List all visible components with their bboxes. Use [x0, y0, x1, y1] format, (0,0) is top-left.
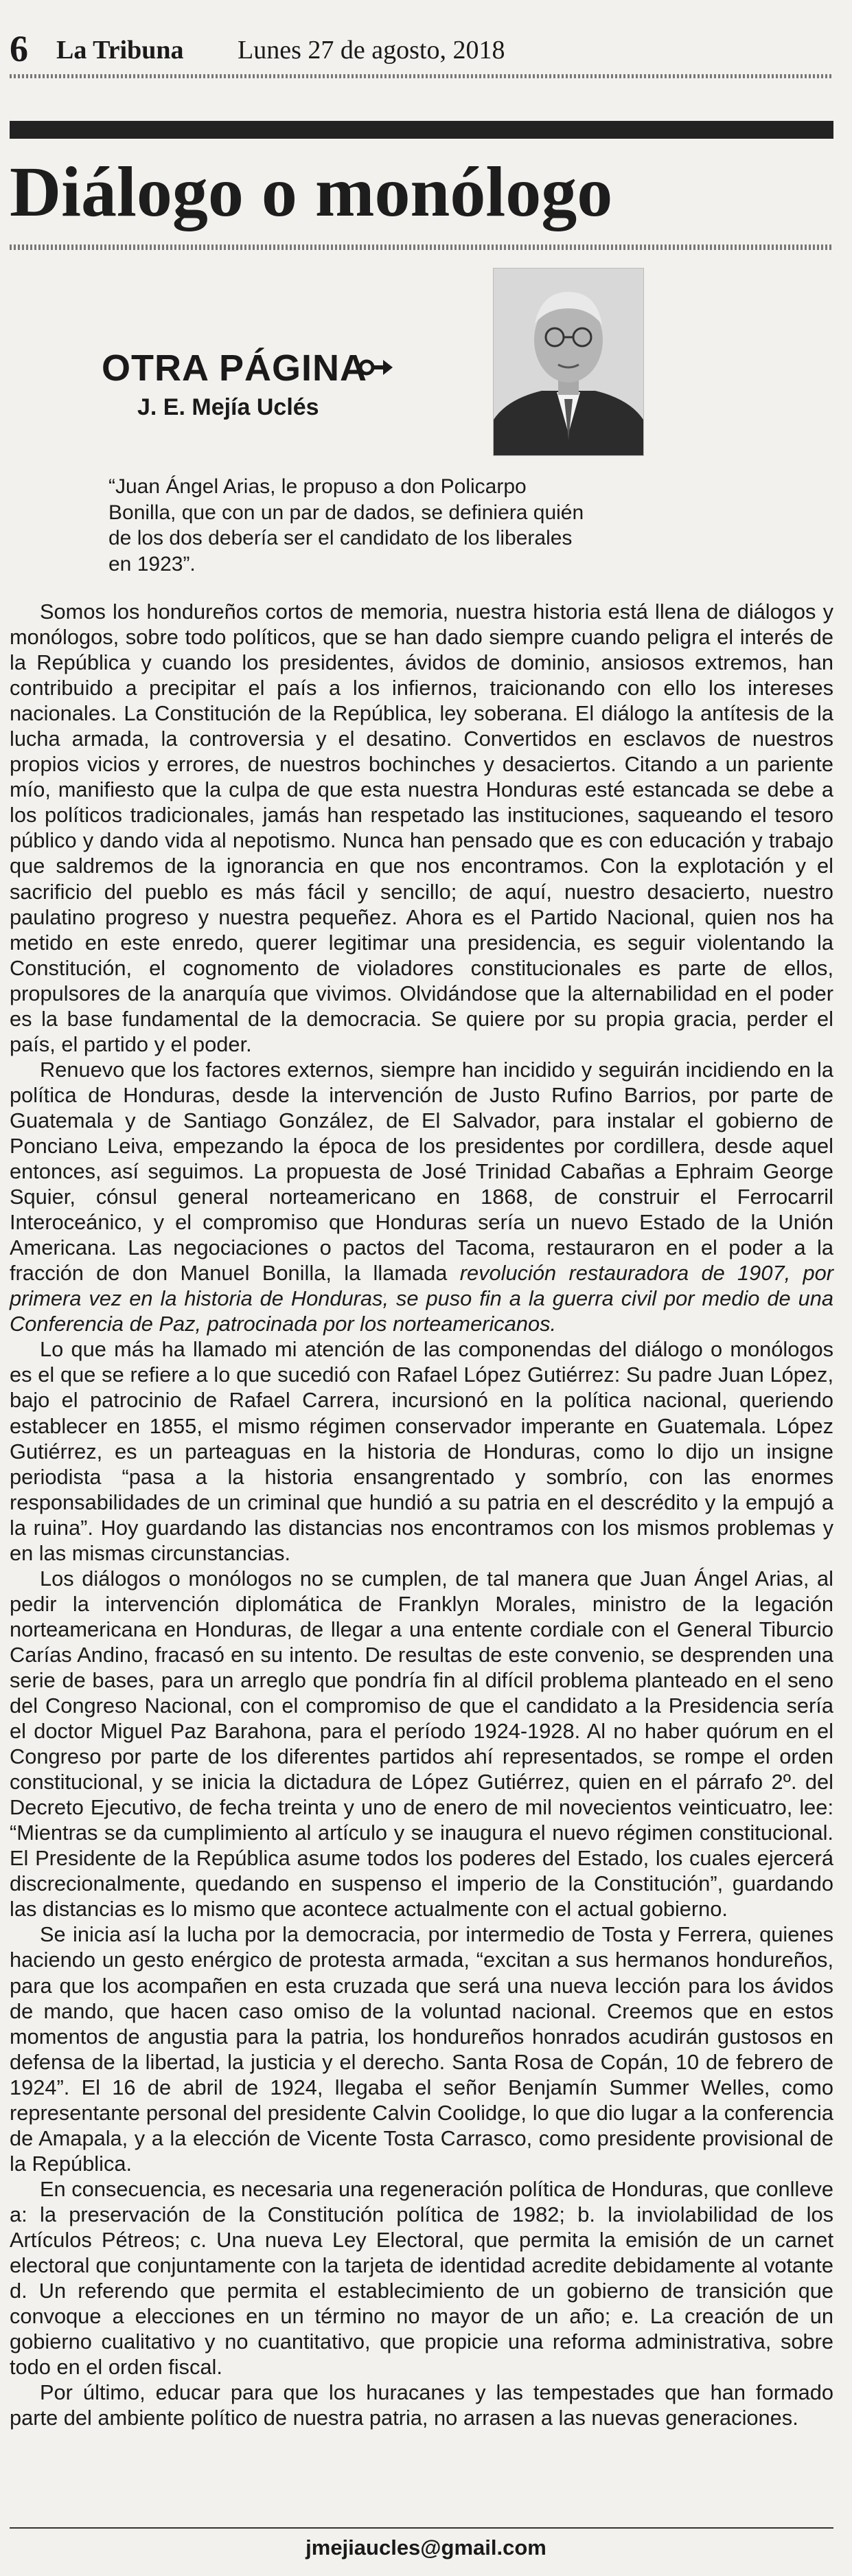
article-body: [10, 599, 833, 2515]
headline-divider: [10, 244, 833, 250]
section-title: OTRA PÁGINA: [102, 347, 367, 389]
author-photo-illustration: [494, 269, 643, 455]
paragraph: [10, 1057, 833, 1337]
author-name: J. E. Mejía Uclés: [137, 394, 319, 420]
issue-date: Lunes 27 de agosto, 2018: [238, 36, 505, 65]
paragraph: Somos los hondureños cortos de memoria, nuestra historia está llena de diálogos y monólogos, sobre todo políticos, que se han dado siempre cuando peligra el interés de la República y cuando los presidentes, ávidos de dominio, ansiosos extremos, han contribuido a precipitar el país a los infiernos, traicionando con ello los intereses nacionales. La Constitución de la República, ley soberana. El diálogo la antítesis de la lucha armada, la controversia y el desatino. Convertidos en esclavos de nuestros propios vicios y errores, de nuestros bochinches y desaciertos. Citando a un pariente mío, manifiesto que la culpa de que esta nuestra Honduras esté estancada se debe a los políticos tradicionales, jamás han respetado las instituciones, saqueando el tesoro público y dando vida al nepotismo. Nunca han pensado que es con educación y trabajo que saldremos de la ignorancia en que nos encontramos. Con la explotación y el sacrificio del pueblo es más fácil y sencillo; de aquí, nuestro desacierto, nuestro paulatino progreso y nuestra pequeñez. Ahora es el Partido Nacional, quien nos ha metido en este enredo, querer legitimar una presidencia, es seguir violentando la Constitución, el cognomento de violadores constitucionales es parte de ellos, propulsores de la anarquía que vivimos. Olvidándose que la alternabilidad en el poder es la base fundamental de la democracia. Se quiere por su propia gracia, perder el país, el partido y el poder.: [10, 600, 833, 1056]
headline-top-bar: [10, 121, 833, 139]
paragraph: Por último, educar para que los huracanes y las tempestades que han formado parte del ambiente político de nuestra patria, no arrasen a las nuevas generaciones.: [10, 2380, 833, 2430]
paragraph-text: Renuevo que los factores externos, siempre han incidido y seguirán incidiendo en la política de Honduras, desde la intervención de Justo Rufino Barrios, por parte de Guatemala y de Santiago González, de El Salvador, para instalar el gobierno de Ponciano Leiva, empezando la época de los presidentes por cordillera, desde aquel entonces, así seguimos. La propuesta de José Trinidad Cabañas a Ephraim George Squier, cónsul general norteamericano en 1868, de construir el Ferrocarril Interoceánico, y el compromiso que Honduras sería un nuevo Estado de la Unión Americana. Las negociaciones o pactos del Tacoma, restauraron en el poder a la fracción de don Manuel Bonilla, la llamada: [10, 1057, 833, 1286]
paragraph: En consecuencia, es necesaria una regeneración política de Honduras, que conlleve a: la preservación de la Constitución política de 1982; b. la inviolabilidad de los Artículos Pétreos; c. Una nueva Ley Electoral, que permita la emisión de un carnet electoral que conjuntamente con la tarjeta de identidad acredite debidamente al votante d. Un referendo que permita el establecimiento de un gobierno de transición que convoque a elecciones en un término no mayor de un año; e. La creación de un gobierno cualitativo y no cuantitativo, que propicie una reforma administrativa, sobre todo en el orden fiscal.: [10, 2176, 833, 2380]
page-number: 6: [10, 28, 28, 69]
author-email[interactable]: jmejiaucles@gmail.com: [306, 2535, 546, 2560]
footer-divider: [10, 2527, 833, 2529]
headline: Diálogo o monólogo: [10, 152, 613, 231]
page-header: [10, 27, 833, 70]
arrow-right-icon: [357, 350, 398, 385]
paragraph: Los diálogos o monólogos no se cumplen, de tal manera que Juan Ángel Arias, al pedir la intervención diplomática de Franklyn Morales, ministro de la legación norteamericana en Honduras, de llegar a una entente cordiale con el General Tiburcio Carías Andino, fracasó en su intento. De resultas de este convenio, se desprenden una serie de bases, para un arreglo que pondría fin al difícil problema planteado en el seno del Congreso Nacional, con el compromiso de que el candidato a la Presidencia sería el doctor Miguel Paz Barahona, para el período 1924-1928. Al no haber quórum en el Congreso por parte de los diferentes partidos ahí representados, se rompe el orden constitucional, y se inicia la dictadura de López Gutiérrez, quien en el párrafo 2º. del Decreto Ejecutivo, de fecha treinta y uno de enero de mil novecientos veinticuatro, lee: “Mientras se da cumplimiento al artículo y se inaugura el nuevo régimen constitucional. El Presidente de la República asume todos los poderes del Estado, los cuales ejercerá discrecionalmente, quedando en suspenso el imperio de la Constitución”, guardando las distancias es lo mismo que acontece actualmente con el actual gobierno.: [10, 1566, 833, 1922]
author-portrait: [493, 268, 644, 456]
paragraph: Lo que más ha llamado mi atención de las componendas del diálogo o monólogos es el que se refiere a lo que sucedió con Rafael López Gutiérrez: Su padre Juan López, bajo el patrocinio de Rafael Carrera, incursionó en la política nacional, queriendo establecer en 1855, el mismo régimen conservador imperante en Guatemala. López Gutiérrez, es un parteaguas en la historia de Honduras, como lo dijo un insigne periodista “pasa a la historia ensangrentado y sombrío, con las enormes responsabilidades de un criminal que hundió a su patria en el descrédito y la empujó a la ruina”. Hoy guardando las distancias nos encontramos con los mismos problemas y en las mismas circunstancias.: [10, 1337, 833, 1565]
newspaper-name: La Tribuna: [56, 36, 184, 65]
header-divider: [10, 74, 833, 78]
paragraph: Se inicia así la lucha por la democracia, por intermedio de Tosta y Ferrera, quienes haciendo un gesto enérgico de protesta armada, “excitan a sus hermanos hondureños, para que los acompañen en esta cruzada que será una nueva lección para los ávidos de mando, que hacen caso omiso de la voluntad nacional. Creemos que en estos momentos de angustia para la patria, los hondureños honrados acudirán gustosos en defensa de la libertad, la justicia y el derecho. Santa Rosa de Copán, 10 de febrero de 1924”. El 16 de abril de 1924, llegaba el señor Benjamín Summer Welles, como representante personal del presidente Calvin Coolidge, lo que dio lugar a la conferencia de Amapala, y a la elección de Vicente Tosta Carrasco, como presidente provisional de la República.: [10, 1922, 833, 2176]
paragraph-italic: revolución restauradora de 1907, por primera vez en la historia de Honduras, se puso fin a la guerra civil por medio de una Conferencia de Paz, patrocinada por los norteamericanos.: [10, 1261, 833, 1336]
pull-quote: “Juan Ángel Arias, le propuso a don Policarpo Bonilla, que con un par de dados, se definiera quién de los dos debería ser el candidato de los liberales en 1923”.: [108, 475, 584, 575]
